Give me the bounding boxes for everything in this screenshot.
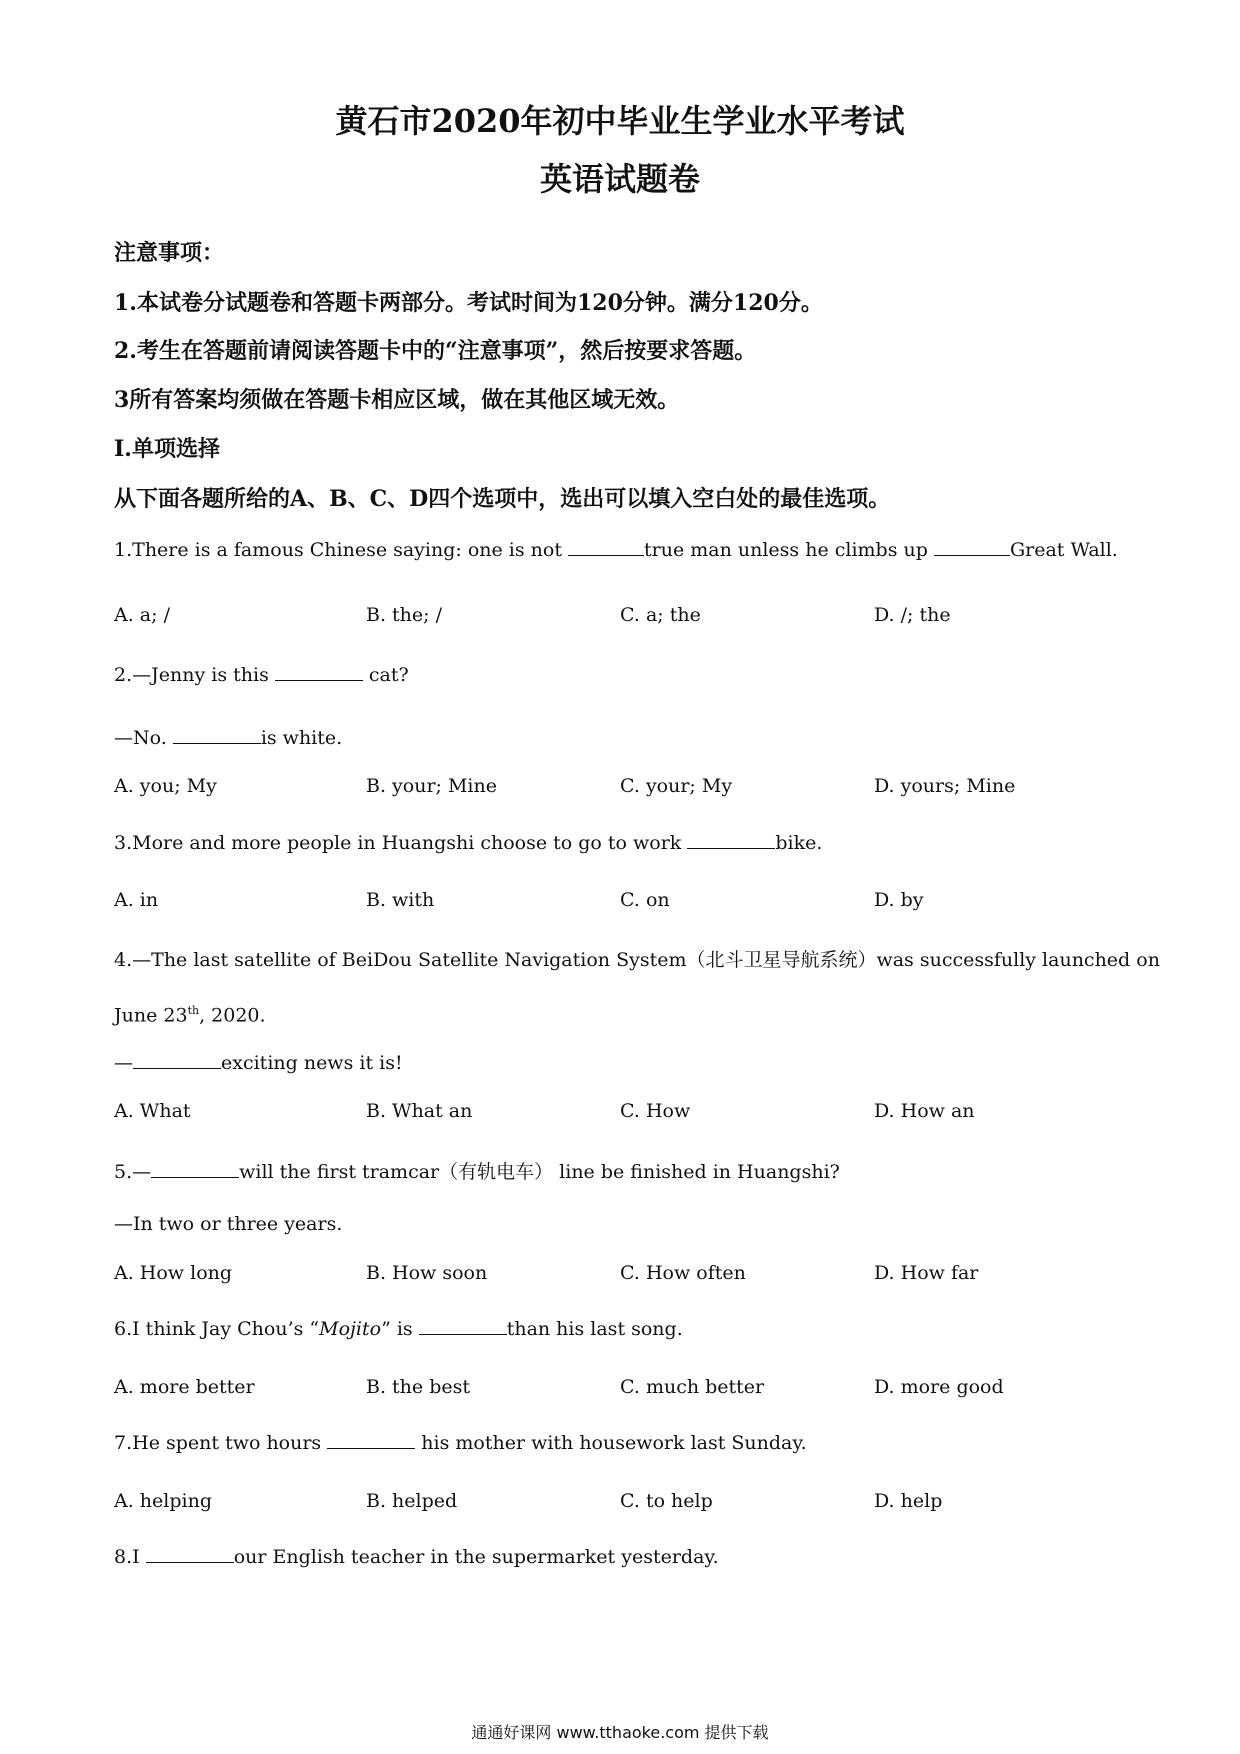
answer-blank[interactable] (327, 1432, 415, 1449)
option-b: B. with (366, 889, 435, 911)
section-instruction: 从下面各题所给的A、B、C、D四个选项中，选出可以填入空白处的最佳选项。 (114, 486, 891, 512)
question-5-reply: —In two or three years. (114, 1213, 343, 1235)
notice-heading: 注意事项： (114, 240, 225, 266)
option-b: B. How soon (366, 1262, 488, 1284)
option-b: B. helped (366, 1490, 458, 1512)
answer-blank[interactable] (151, 1161, 239, 1178)
option-b: B. your; Mine (366, 775, 497, 797)
question-4-date: June 23th, 2020. (114, 1004, 266, 1027)
option-c: C. your; My (620, 775, 733, 797)
option-b: B. What an (366, 1100, 473, 1122)
option-a: A. What (114, 1100, 191, 1122)
exam-subtitle: 英语试题卷 (539, 160, 700, 198)
question-number: 3. (114, 832, 133, 854)
question-6: 6.I think Jay Chou’s “Mojito” is than his last song. (114, 1318, 683, 1340)
exam-title: 黄石市2020年初中毕业生学业水平考试 (335, 102, 905, 140)
option-c: C. a; the (620, 604, 701, 626)
answer-blank[interactable] (275, 664, 363, 681)
option-c: C. much better (620, 1376, 765, 1398)
question-3: 3.More and more people in Huangshi choose to go to work bike. (114, 832, 823, 854)
option-a: A. a; / (114, 604, 170, 626)
option-a: A. more better (114, 1376, 255, 1398)
option-d: D. How far (874, 1262, 979, 1284)
option-b: B. the; / (366, 604, 442, 626)
footer-credit: 通通好课网 www.tthaoke.com 提供下载 (471, 1723, 769, 1742)
option-b: B. the best (366, 1376, 470, 1398)
question-4-reply: — exciting news it is! (114, 1052, 403, 1074)
question-number: 2. (114, 664, 133, 686)
question-2-reply: —No. is white. (114, 727, 343, 749)
question-number: 6. (114, 1318, 133, 1340)
option-a: A. How long (114, 1262, 233, 1284)
option-d: D. by (874, 889, 924, 911)
option-d: D. How an (874, 1100, 975, 1122)
option-a: A. you; My (114, 775, 217, 797)
song-title: Mojito (319, 1318, 382, 1340)
question-number: 4. (114, 949, 133, 971)
answer-blank[interactable] (568, 539, 644, 556)
answer-blank[interactable] (687, 832, 775, 849)
question-number: 5. (114, 1161, 133, 1183)
question-4: 4.—The last satellite of BeiDou Satellite Navigation System（北斗卫星导航系统）was successfully launched on (114, 949, 1160, 971)
question-8: 8.I our English teacher in the supermarket yesterday. (114, 1546, 719, 1568)
question-5: 5.— will the first tramcar（有轨电车） line be finished in Huangshi? (114, 1161, 840, 1183)
option-d: D. more good (874, 1376, 1004, 1398)
question-number: 1. (114, 539, 133, 561)
option-c: C. How often (620, 1262, 746, 1284)
section-title: I.单项选择 (114, 436, 220, 462)
option-d: D. /; the (874, 604, 951, 626)
option-c: C. to help (620, 1490, 713, 1512)
question-number: 8. (114, 1546, 133, 1568)
question-2: 2.—Jenny is this cat? (114, 664, 409, 686)
question-7: 7.He spent two hours his mother with housework last Sunday. (114, 1432, 807, 1454)
option-d: D. yours; Mine (874, 775, 1016, 797)
answer-blank[interactable] (133, 1052, 221, 1069)
question-number: 7. (114, 1432, 133, 1454)
question-1: 1.There is a famous Chinese saying: one is not true man unless he climbs up Great Wall. (114, 539, 1118, 561)
answer-blank[interactable] (146, 1546, 234, 1563)
option-d: D. help (874, 1490, 943, 1512)
option-a: A. in (114, 889, 159, 911)
option-a: A. helping (114, 1490, 212, 1512)
option-c: C. on (620, 889, 670, 911)
notice-item: 1.本试卷分试题卷和答题卡两部分。考试时间为120分钟。满分120分。 (114, 290, 823, 316)
notice-item: 3所有答案均须做在答题卡相应区域，做在其他区域无效。 (114, 387, 680, 413)
answer-blank[interactable] (934, 539, 1010, 556)
option-c: C. How (620, 1100, 691, 1122)
notice-item: 2.考生在答题前请阅读答题卡中的“注意事项”，然后按要求答题。 (114, 338, 757, 364)
answer-blank[interactable] (173, 727, 261, 744)
answer-blank[interactable] (419, 1318, 507, 1335)
